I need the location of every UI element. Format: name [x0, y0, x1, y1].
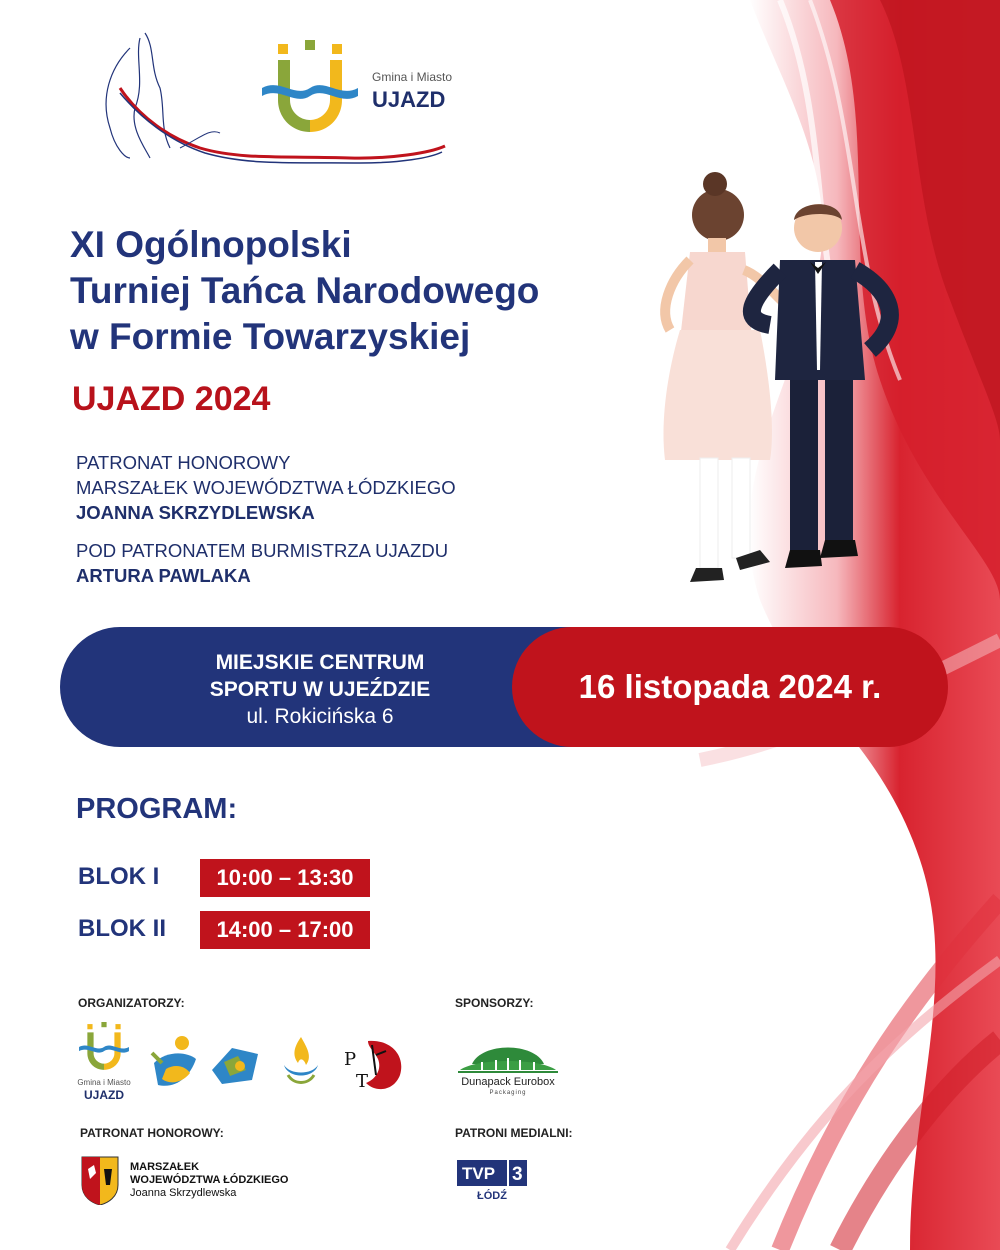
sponsor-logo — [452, 1036, 564, 1100]
title-line3: w Formie Towarzyskiej — [70, 316, 471, 357]
logo-line2: UJAZD — [372, 87, 446, 112]
tvp3-logo — [457, 1160, 527, 1206]
marszalek-line3: Joanna Skrzydlewska — [130, 1187, 237, 1199]
tvp-logo-icon — [457, 1160, 527, 1186]
logo-line1: Gmina i Miasto — [372, 70, 453, 84]
tvp-number: 3 — [512, 1164, 523, 1185]
svg-text:P: P — [344, 1049, 357, 1070]
patronage-block — [76, 450, 456, 525]
sponsors-heading: SPONSORZY: — [455, 996, 534, 1010]
marszalek-line1: MARSZAŁEK — [130, 1161, 200, 1173]
block-label: BLOK II — [78, 915, 166, 942]
venue-line2: SPORTU W UJEŹDZIE — [209, 678, 431, 701]
patronage-line5: ARTURA PAWLAKA — [76, 565, 251, 586]
culture-center-logo-icon — [146, 1022, 202, 1108]
honorary-patron-logo — [80, 1155, 340, 1207]
venue-date-banner — [60, 627, 948, 747]
block-time: 14:00 – 17:00 — [200, 911, 370, 949]
tvp-city: ŁÓDŹ — [477, 1190, 507, 1202]
block-label: BLOK I — [78, 863, 160, 890]
venue-text — [150, 649, 490, 730]
title-line2: Turniej Tańca Narodowego — [70, 270, 540, 311]
venue-address: ul. Rokicińska 6 — [246, 705, 394, 728]
org-ujazd-line1: Gmina i Miasto — [77, 1078, 131, 1087]
sponsor-subtitle: Packaging — [489, 1090, 527, 1096]
tvp-text: TVP — [462, 1164, 496, 1183]
org-logo-ujazd — [74, 1022, 134, 1108]
dancing-children-photo — [640, 170, 910, 610]
block-time: 10:00 – 13:30 — [200, 859, 370, 897]
event-title — [70, 222, 670, 360]
organizer-logos — [74, 1022, 414, 1108]
tree-canopy-icon — [452, 1036, 564, 1076]
ujazd-small-emblem-icon — [76, 1022, 132, 1074]
media-patrons-heading: PATRONI MEDIALNI: — [455, 1126, 573, 1140]
coat-of-arms-icon — [80, 1155, 120, 1205]
patronage-line1: PATRONAT HONOROWY — [76, 452, 291, 473]
honorary-patron-heading: PATRONAT HONOROWY: — [80, 1126, 224, 1140]
event-subtitle: UJAZD 2024 — [72, 380, 271, 418]
dance-society-logo-icon — [342, 1022, 408, 1108]
event-date: 16 listopada 2024 r. — [578, 668, 882, 705]
title-line1: XI Ogólnopolski — [70, 224, 352, 265]
patronage-line4: POD PATRONATEM BURMISTRZA UJAZDU — [76, 540, 449, 561]
svg-text:T: T — [356, 1071, 369, 1092]
header-logos — [90, 28, 490, 178]
program-heading: PROGRAM: — [76, 793, 238, 825]
ujazd-logo — [260, 40, 490, 140]
sports-center-logo-icon — [208, 1022, 262, 1108]
marszalek-line2: WOJEWÓDZTWA ŁÓDZKIEGO — [130, 1174, 289, 1186]
patronage-line2: MARSZAŁEK WOJEWÓDZTWA ŁÓDZKIEGO — [76, 477, 456, 498]
patronage-line3: JOANNA SKRZYDLEWSKA — [76, 502, 315, 523]
sponsor-name: Dunapack Eurobox — [461, 1076, 555, 1088]
venue-line1: MIEJSKIE CENTRUM — [215, 651, 425, 674]
school-logo-icon — [278, 1022, 324, 1108]
ujazd-emblem-icon — [260, 40, 360, 140]
org-ujazd-line2: UJAZD — [83, 1088, 124, 1102]
mayor-patronage-block — [76, 538, 448, 588]
organizers-heading: ORGANIZATORZY: — [78, 996, 185, 1010]
